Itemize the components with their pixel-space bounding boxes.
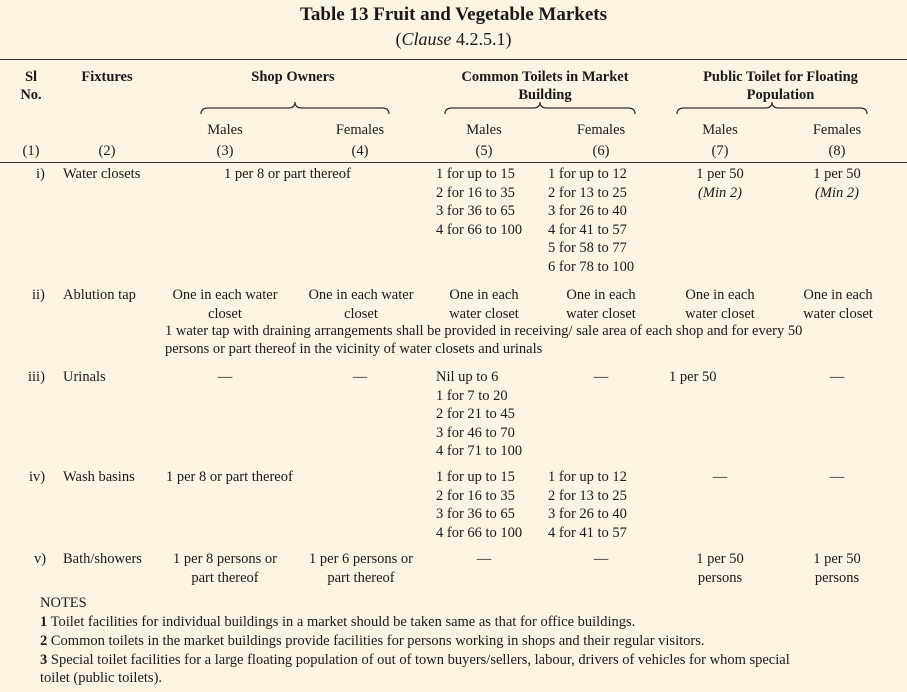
- public-males-value: 1 per 50: [669, 369, 717, 385]
- table-title: Table 13 Fruit and Vegetable Markets: [300, 4, 607, 25]
- header-shop-owners: Shop Owners: [251, 69, 335, 85]
- common-males-values: 1 for up to 15 2 for 16 to 35 3 for 36 to 65 4 for 66 to 100: [436, 469, 523, 541]
- header-common-toilets: Common Toilets in Market Building: [461, 69, 629, 103]
- subheader-males-3: Males: [207, 122, 243, 138]
- shop-owners-value: 1 per 8 or part thereof: [166, 469, 293, 485]
- row-number: v): [34, 551, 47, 567]
- brace-shop-owners: [200, 100, 390, 116]
- subheader-females-8: Females: [812, 122, 862, 138]
- shop-males-value: One in each water closet: [172, 287, 278, 322]
- fixture-label: Water closets: [63, 166, 141, 182]
- common-males-values: 1 for up to 15 2 for 16 to 35 3 for 36 to 65 4 for 66 to 100: [436, 166, 523, 238]
- public-males-value: —: [712, 469, 728, 485]
- public-males-value: 1 per 50 (Min 2): [696, 166, 744, 201]
- shop-females-value: —: [352, 369, 368, 385]
- fixture-label: Ablution tap: [63, 287, 136, 303]
- header-public-toilet: Public Toilet for Floating Population: [703, 69, 858, 103]
- table-subtitle: (Clause 4.2.5.1): [395, 29, 512, 49]
- fixture-label: Bath/showers: [63, 551, 142, 567]
- clause-word: Clause: [401, 29, 452, 49]
- ablution-note-line-2: persons or part thereof in the vicinity of water closets and urinals: [165, 341, 543, 357]
- header-fixtures: Fixtures: [81, 69, 133, 85]
- subheader-males-5: Males: [466, 122, 502, 138]
- note-1: 1 Toilet facilities for individual buildings in a market should be taken same as that for office buildings.: [40, 614, 636, 630]
- common-males-values: Nil up to 6 1 for 7 to 20 2 for 21 to 45 3 for 46 to 70 4 for 71 to 100: [436, 369, 523, 459]
- fixture-label: Urinals: [63, 369, 106, 385]
- col-num-1: (1): [22, 143, 40, 159]
- brace-public-toilet: [676, 100, 868, 116]
- shop-females-value: One in each water closet: [308, 287, 414, 322]
- common-females-values: 1 for up to 12 2 for 13 to 25 3 for 26 to 40 4 for 41 to 57 5 for 58 to 77 6 for 78 to 100: [548, 166, 635, 275]
- public-males-value: One in each water closet: [685, 287, 755, 322]
- public-females-value: One in each water closet: [803, 287, 873, 322]
- header-rule: [0, 162, 907, 163]
- common-females-values: 1 for up to 12 2 for 13 to 25 3 for 26 to 40 4 for 41 to 57: [548, 469, 627, 541]
- shop-males-value: 1 per 8 persons or part thereof: [173, 551, 277, 586]
- subheader-females-6: Females: [576, 122, 626, 138]
- col-num-5: (5): [475, 143, 493, 159]
- col-num-8: (8): [828, 143, 846, 159]
- common-males-value: —: [476, 551, 492, 567]
- public-females-value: 1 per 50 persons: [813, 551, 861, 586]
- fixture-label: Wash basins: [63, 469, 135, 485]
- public-males-value: 1 per 50 persons: [696, 551, 744, 586]
- public-females-value: —: [829, 469, 845, 485]
- ablution-note-line-1: 1 water tap with draining arrangements shall be provided in receiving/ sale area of each shop and for every 50: [165, 323, 803, 339]
- row-number: iv): [29, 469, 46, 485]
- shop-females-value: 1 per 6 persons or part thereof: [309, 551, 413, 586]
- col-num-3: (3): [216, 143, 234, 159]
- row-number: iii): [28, 369, 45, 385]
- common-females-value: One in each water closet: [566, 287, 636, 322]
- shop-owners-value: 1 per 8 or part thereof: [224, 166, 351, 182]
- subheader-males-7: Males: [702, 122, 738, 138]
- top-rule: [0, 59, 907, 60]
- col-num-6: (6): [592, 143, 610, 159]
- brace-common-toilets: [444, 100, 636, 116]
- clause-number: 4.2.5.1: [456, 29, 506, 49]
- notes-heading: NOTES: [40, 595, 87, 611]
- col-num-2: (2): [98, 143, 116, 159]
- note-3: 3 Special toilet facilities for a large floating population of out of town buyers/sellers, labour, drivers of vehicles for whom special: [40, 652, 790, 668]
- col-num-4: (4): [351, 143, 369, 159]
- common-females-value: —: [593, 369, 609, 385]
- public-females-value: 1 per 50 (Min 2): [813, 166, 861, 201]
- common-females-value: —: [593, 551, 609, 567]
- common-males-value: One in each water closet: [449, 287, 519, 322]
- col-num-7: (7): [711, 143, 729, 159]
- row-number: ii): [32, 287, 45, 303]
- shop-males-value: —: [217, 369, 233, 385]
- row-number: i): [36, 166, 45, 182]
- subheader-females-4: Females: [335, 122, 385, 138]
- public-females-value: —: [829, 369, 845, 385]
- note-2: 2 Common toilets in the market buildings provide facilities for persons working in shops and their regular visitors.: [40, 633, 705, 649]
- note-3-continued: toilet (public toilets).: [40, 670, 163, 686]
- header-sl: Sl No.: [20, 69, 42, 103]
